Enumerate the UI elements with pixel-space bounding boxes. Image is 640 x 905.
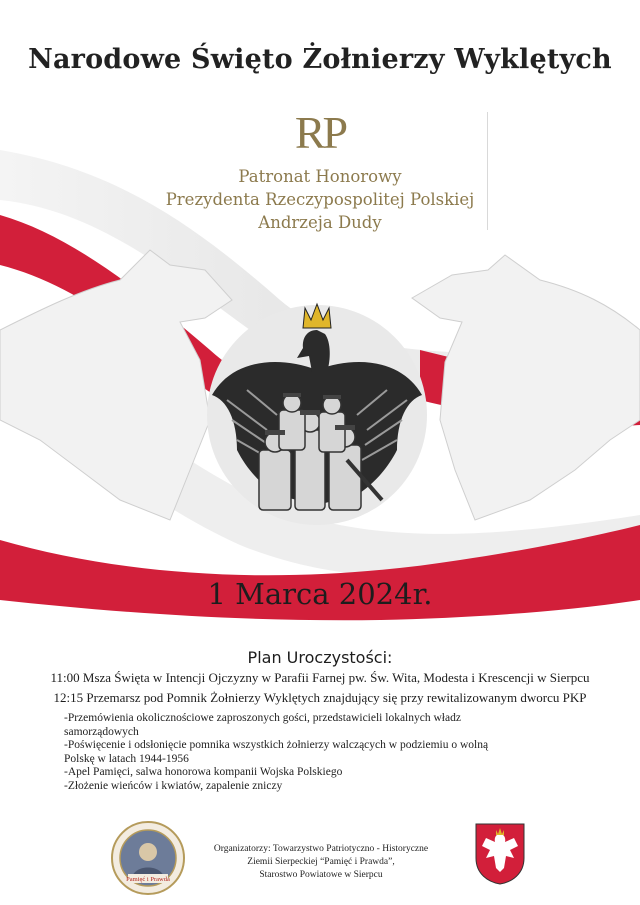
plan-item-march: 12:15 Przemarsz pod Pomnik Żołnierzy Wyklętych znajdujący się przy rewitalizowanym dworcu PKP [53, 690, 587, 705]
wolf-right-silhouette [412, 255, 640, 520]
list-item: Polskę w latach 1944-1956 [64, 752, 189, 765]
list-item: -Poświęcenie i odsłonięcie pomnika wszystkich żołnierzy walczących w podziemiu o wolną [64, 739, 489, 752]
ceremony-sub-list [64, 712, 584, 794]
seal-caption: Pamięć i Prawda [126, 876, 170, 883]
organizers-line-1: Organizatorzy: Towarzystwo Patriotyczno - Historyczne [213, 844, 429, 854]
patronat-line-3: Andrzeja Dudy [258, 213, 382, 232]
sierpc-coat-of-arms-icon [474, 822, 526, 886]
list-item: -Złożenie wieńców i kwiatów, zapalenie zniczy [64, 779, 283, 792]
main-title: Narodowe Święto Żołnierzy Wyklętych [28, 44, 612, 75]
plan-title: Plan Uroczystości: [247, 648, 393, 667]
list-item: -Apel Pamięci, salwa honorowa kompanii Wojska Polskiego [64, 766, 343, 779]
list-item: samorządowych [64, 725, 139, 738]
eagle-soldiers-emblem [207, 300, 427, 525]
patronat-line-1: Patronat Honorowy [238, 167, 402, 186]
organizers-line-2: Ziemii Sierpeckiej “Pamięć i Prawda”, [247, 857, 395, 867]
rp-logo: RP [294, 107, 346, 158]
patronat-line-2: Prezydenta Rzeczypospolitej Polskiej [165, 190, 475, 209]
crown-icon [303, 304, 331, 328]
organizers-text [198, 843, 444, 882]
organizers-line-3: Starostwo Powiatowe w Sierpcu [259, 870, 383, 880]
event-date: 1 Marca 2024r. [207, 577, 433, 611]
list-item: -Przemówienia okolicznościowe zaproszonych gości, przedstawicieli lokalnych władz [64, 712, 461, 724]
organizer-seal-logo [110, 820, 186, 896]
plan-item-mass: 11:00 Msza Święta w Intencji Ojczyzny w Parafii Farnej pw. Św. Wita, Modesta i Krescencji w Sierpcu [50, 670, 590, 685]
